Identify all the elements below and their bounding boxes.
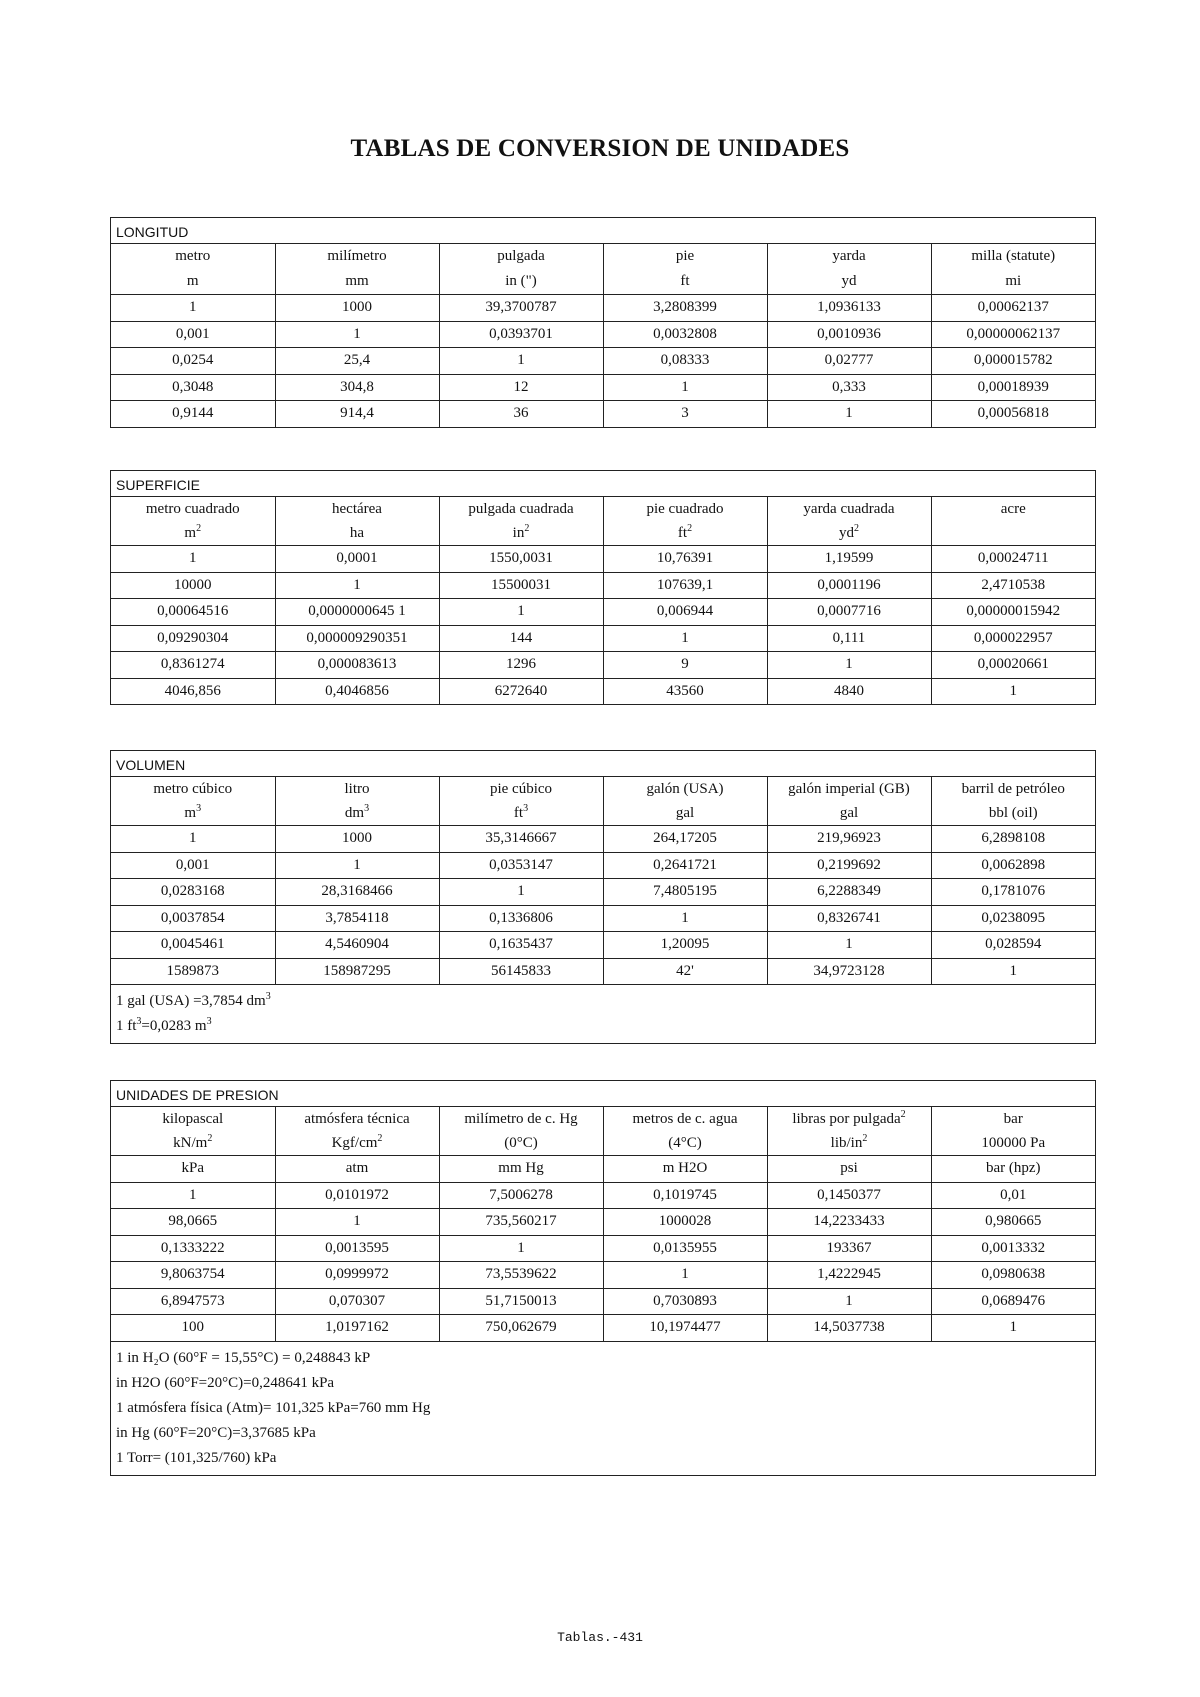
page-footer: Tablas.-431 — [557, 1630, 643, 1645]
table-cell: 1 — [111, 1182, 275, 1209]
table-cell: 0,0062898 — [931, 852, 1095, 879]
note-line: in Hg (60°F=20°C)=3,37685 kPa — [116, 1424, 316, 1441]
table-cell: 1296 — [439, 652, 603, 679]
table-cell: 1 — [603, 1262, 767, 1289]
header-cell: pie cuadrado $ft^2$ — [603, 497, 767, 546]
table-cell: 39,3700787 — [439, 295, 603, 322]
table-cell: 6,2288349 — [767, 879, 931, 906]
header-cell: galón (USA) gal — [603, 777, 767, 826]
table-cell: 1,0197162 — [275, 1315, 439, 1341]
table-cell: 0,000009290351 — [275, 625, 439, 652]
table-cell: 0,00018939 — [931, 374, 1095, 401]
table-cell: 0,0000000645 1 — [275, 599, 439, 626]
note-line: 1 atmósfera física (Atm)= 101,325 kPa=760 mm Hg — [116, 1399, 431, 1416]
table-row — [111, 401, 1095, 427]
table-cell: 1 — [603, 374, 767, 401]
superficie-table — [110, 470, 1096, 705]
header-cell: litro $dm^3$ — [275, 777, 439, 826]
table-cell: 0,070307 — [275, 1288, 439, 1315]
table-cell: 107639,1 — [603, 572, 767, 599]
table-cell: 1 — [111, 826, 275, 853]
header-cell: pulgada — [439, 244, 603, 269]
unit-cell: bar (hpz) — [931, 1156, 1095, 1183]
table-cell: 0,00020661 — [931, 652, 1095, 679]
table-cell: 0,028594 — [931, 932, 1095, 959]
table-row — [111, 348, 1095, 375]
table-cell: 0,0007716 — [767, 599, 931, 626]
table-cell: 0,0001 — [275, 546, 439, 573]
header-cell: barril de petróleo bbl (oil) — [931, 777, 1095, 826]
table-cell: 304,8 — [275, 374, 439, 401]
table-cell: 98,0665 — [111, 1209, 275, 1236]
table-row — [111, 1182, 1095, 1209]
table-cell: 1000 — [275, 826, 439, 853]
header-cell: hectárea ha — [275, 497, 439, 546]
unit-cell: yd — [767, 269, 931, 295]
table-cell: 9,8063754 — [111, 1262, 275, 1289]
table-row — [111, 958, 1095, 984]
table-cell: 1 — [931, 1315, 1095, 1341]
table-cell: 0,8326741 — [767, 905, 931, 932]
table-cell: 0,1635437 — [439, 932, 603, 959]
table-cell: 9 — [603, 652, 767, 679]
table-cell: 0,0032808 — [603, 321, 767, 348]
header-cell: kilopascal $kN/m^2$ — [162, 1111, 224, 1151]
page-title: TABLAS DE CONVERSION DE UNIDADES — [350, 135, 850, 162]
table-row — [111, 1262, 1095, 1289]
table-cell: 0,0037854 — [111, 905, 275, 932]
table-cell: 0,001 — [111, 852, 275, 879]
table-cell: 7,5006278 — [439, 1182, 603, 1209]
header-cell: pie cúbico $ft^3$ — [439, 777, 603, 826]
table-cell: 0,08333 — [603, 348, 767, 375]
table-cell: 14,5037738 — [767, 1315, 931, 1341]
presion-notes — [111, 1341, 1095, 1475]
table-cell: 3,7854118 — [275, 905, 439, 932]
table-cell: 0,00024711 — [931, 546, 1095, 573]
table-cell: 0,01 — [931, 1182, 1095, 1209]
section-label: VOLUMEN — [111, 751, 1095, 777]
table-cell: 0,0013332 — [931, 1235, 1095, 1262]
table-cell: 3 — [603, 401, 767, 427]
table-cell: 3,2808399 — [603, 295, 767, 322]
table-row — [111, 1315, 1095, 1341]
table-cell: 0,7030893 — [603, 1288, 767, 1315]
table-cell: 36 — [439, 401, 603, 427]
table-cell: 0,0999972 — [275, 1262, 439, 1289]
table-cell: 264,17205 — [603, 826, 767, 853]
table-cell: 0,2641721 — [603, 852, 767, 879]
header-cell: libras por pulgada$^2$ lib/$in^2$ — [767, 1107, 931, 1156]
table-cell: 1 — [439, 1235, 603, 1262]
table-cell: 158987295 — [275, 958, 439, 984]
table-cell: 750,062679 — [439, 1315, 603, 1341]
table-cell: 0,0013595 — [275, 1235, 439, 1262]
table-cell: 0,001 — [111, 321, 275, 348]
header-cell: yarda — [767, 244, 931, 269]
table-cell: 12 — [439, 374, 603, 401]
table-cell: 1,4222945 — [767, 1262, 931, 1289]
unit-cell: atm — [275, 1156, 439, 1183]
table-cell: 28,3168466 — [275, 879, 439, 906]
table-cell: 144 — [439, 625, 603, 652]
table-cell: 0,0101972 — [275, 1182, 439, 1209]
table-cell: 4840 — [767, 678, 931, 704]
longitud-table — [110, 217, 1096, 428]
header-cell: acre — [931, 497, 1095, 546]
table-cell: 0,1333222 — [111, 1235, 275, 1262]
table-row — [111, 295, 1095, 322]
note-line: 1 gal (USA) =3,7854 $dm^3$ — [116, 991, 271, 1009]
table-cell: 1 — [111, 546, 275, 573]
table-cell: 0,0393701 — [439, 321, 603, 348]
table-cell: 0,0689476 — [931, 1288, 1095, 1315]
table-cell: 0,000022957 — [931, 625, 1095, 652]
table-cell: 1,19599 — [767, 546, 931, 573]
table-cell: 35,3146667 — [439, 826, 603, 853]
table-cell: 25,4 — [275, 348, 439, 375]
table-cell: 914,4 — [275, 401, 439, 427]
header-cell: pie — [603, 244, 767, 269]
table-cell: 6,2898108 — [931, 826, 1095, 853]
table-cell: 219,96923 — [767, 826, 931, 853]
table-cell: 193367 — [767, 1235, 931, 1262]
table-cell: 1589873 — [111, 958, 275, 984]
table-cell: 7,4805195 — [603, 879, 767, 906]
unit-cell: mm — [275, 269, 439, 295]
table-cell: 1 — [767, 652, 931, 679]
section-label: UNIDADES DE PRESION — [111, 1081, 1095, 1107]
table-row — [111, 1209, 1095, 1236]
table-cell: 1 — [439, 348, 603, 375]
note-line: 1 in H₂O (60°F = 15,55°C) = 0,248843 kP — [116, 1349, 371, 1366]
table-cell: 1 — [767, 1288, 931, 1315]
table-row — [111, 625, 1095, 652]
table-cell: 0,1019745 — [603, 1182, 767, 1209]
table-cell: 0,00056818 — [931, 401, 1095, 427]
table-cell: 1000 — [275, 295, 439, 322]
table-cell: 1 — [275, 1209, 439, 1236]
table-cell: 0,0980638 — [931, 1262, 1095, 1289]
header-cell: metro cúbico $m^3$ — [153, 781, 233, 821]
table-cell: 2,4710538 — [931, 572, 1095, 599]
note-line: in H2O (60°F=20°C)=0,248641 kPa — [116, 1374, 335, 1391]
table-cell: 0,09290304 — [111, 625, 275, 652]
unit-cell: mi — [931, 269, 1095, 295]
table-row — [111, 932, 1095, 959]
table-row — [111, 879, 1095, 906]
table-row — [111, 1235, 1095, 1262]
table-cell: 1 — [275, 572, 439, 599]
header-cell: atmósfera técnica Kgf/$cm^2$ — [275, 1107, 439, 1156]
table-cell: 4,5460904 — [275, 932, 439, 959]
table-row — [111, 546, 1095, 573]
unit-cell: mm Hg — [439, 1156, 603, 1183]
table-cell: 0,1450377 — [767, 1182, 931, 1209]
header-cell: metro cuadrado $m^2$ — [145, 501, 240, 541]
table-row — [111, 678, 1095, 704]
unit-cell: in (") — [439, 269, 603, 295]
table-cell: 10000 — [111, 572, 275, 599]
table-cell: 1,0936133 — [767, 295, 931, 322]
table-cell: 0,00062137 — [931, 295, 1095, 322]
table-row — [111, 1288, 1095, 1315]
presion-table — [110, 1080, 1096, 1476]
table-cell: 0,4046856 — [275, 678, 439, 704]
table-cell: 14,2233433 — [767, 1209, 931, 1236]
table-row — [111, 321, 1095, 348]
volumen-table — [110, 750, 1096, 1044]
table-row — [111, 374, 1095, 401]
table-cell: 0,111 — [767, 625, 931, 652]
table-cell: 100 — [111, 1315, 275, 1341]
table-cell: 6,8947573 — [111, 1288, 275, 1315]
table-cell: 1,20095 — [603, 932, 767, 959]
table-cell: 0,0254 — [111, 348, 275, 375]
table-row — [111, 852, 1095, 879]
unit-cell: kPa — [111, 1156, 275, 1183]
table-cell: 0,00000015942 — [931, 599, 1095, 626]
table-cell: 0,006944 — [603, 599, 767, 626]
header-cell: bar 100000 Pa — [931, 1107, 1095, 1156]
table-row — [111, 826, 1095, 853]
table-cell: 15500031 — [439, 572, 603, 599]
table-cell: 0,8361274 — [111, 652, 275, 679]
table-cell: 1 — [603, 905, 767, 932]
table-cell: 42' — [603, 958, 767, 984]
section-label: LONGITUD — [111, 218, 1095, 244]
table-cell: 0,0010936 — [767, 321, 931, 348]
table-cell: 1 — [767, 401, 931, 427]
table-cell: 6272640 — [439, 678, 603, 704]
table-cell: 56145833 — [439, 958, 603, 984]
table-cell: 51,7150013 — [439, 1288, 603, 1315]
table-cell: 1 — [111, 295, 275, 322]
table-cell: 73,5539622 — [439, 1262, 603, 1289]
volumen-notes — [111, 984, 1095, 1043]
table-cell: 1 — [439, 599, 603, 626]
table-cell: 4046,856 — [111, 678, 275, 704]
table-cell: 1 — [275, 321, 439, 348]
unit-cell: m H2O — [603, 1156, 767, 1183]
table-cell: 0,3048 — [111, 374, 275, 401]
section-label: SUPERFICIE — [111, 471, 1095, 497]
header-cell: milímetro de c. Hg (0°C) — [439, 1107, 603, 1156]
table-cell: 0,0353147 — [439, 852, 603, 879]
header-cell: milímetro — [275, 244, 439, 269]
table-cell: 0,980665 — [931, 1209, 1095, 1236]
table-cell: 0,0135955 — [603, 1235, 767, 1262]
table-cell: 10,76391 — [603, 546, 767, 573]
table-cell: 0,000083613 — [275, 652, 439, 679]
header-cell: metro — [175, 248, 211, 264]
table-cell: 1000028 — [603, 1209, 767, 1236]
table-cell: 735,560217 — [439, 1209, 603, 1236]
table-row — [111, 572, 1095, 599]
table-cell: 1 — [275, 852, 439, 879]
table-cell: 0,1336806 — [439, 905, 603, 932]
unit-cell: ft — [603, 269, 767, 295]
header-cell: milla (statute) — [931, 244, 1095, 269]
table-row — [111, 599, 1095, 626]
unit-cell: m — [186, 273, 199, 289]
table-cell: 0,000015782 — [931, 348, 1095, 375]
header-cell: galón imperial (GB) gal — [767, 777, 931, 826]
header-cell: metros de c. agua (4°C) — [603, 1107, 767, 1156]
table-cell: 0,9144 — [111, 401, 275, 427]
table-cell: 0,333 — [767, 374, 931, 401]
table-row — [111, 652, 1095, 679]
header-cell: yarda cuadrada $yd^2$ — [767, 497, 931, 546]
table-cell: 34,9723128 — [767, 958, 931, 984]
table-cell: 0,0283168 — [111, 879, 275, 906]
table-cell: 0,00064516 — [111, 599, 275, 626]
table-cell: 1550,0031 — [439, 546, 603, 573]
table-cell: 1 — [767, 932, 931, 959]
table-row — [111, 905, 1095, 932]
note-line: 1 Torr= (101,325/760) kPa — [116, 1449, 277, 1466]
header-cell: pulgada cuadrada $in^2$ — [439, 497, 603, 546]
table-cell: 0,0001196 — [767, 572, 931, 599]
table-cell: 0,2199692 — [767, 852, 931, 879]
table-cell: 0,0045461 — [111, 932, 275, 959]
table-cell: 1 — [603, 625, 767, 652]
table-cell: 1 — [931, 958, 1095, 984]
table-cell: 0,02777 — [767, 348, 931, 375]
table-cell: 0,00000062137 — [931, 321, 1095, 348]
table-cell: 1 — [439, 879, 603, 906]
table-cell: 0,0238095 — [931, 905, 1095, 932]
table-cell: 10,1974477 — [603, 1315, 767, 1341]
table-cell: 43560 — [603, 678, 767, 704]
note-line: 1 $ft^3=0,0283$ $m^3$ — [116, 1016, 212, 1034]
table-cell: 1 — [931, 678, 1095, 704]
table-cell: 0,1781076 — [931, 879, 1095, 906]
unit-cell: psi — [767, 1156, 931, 1183]
